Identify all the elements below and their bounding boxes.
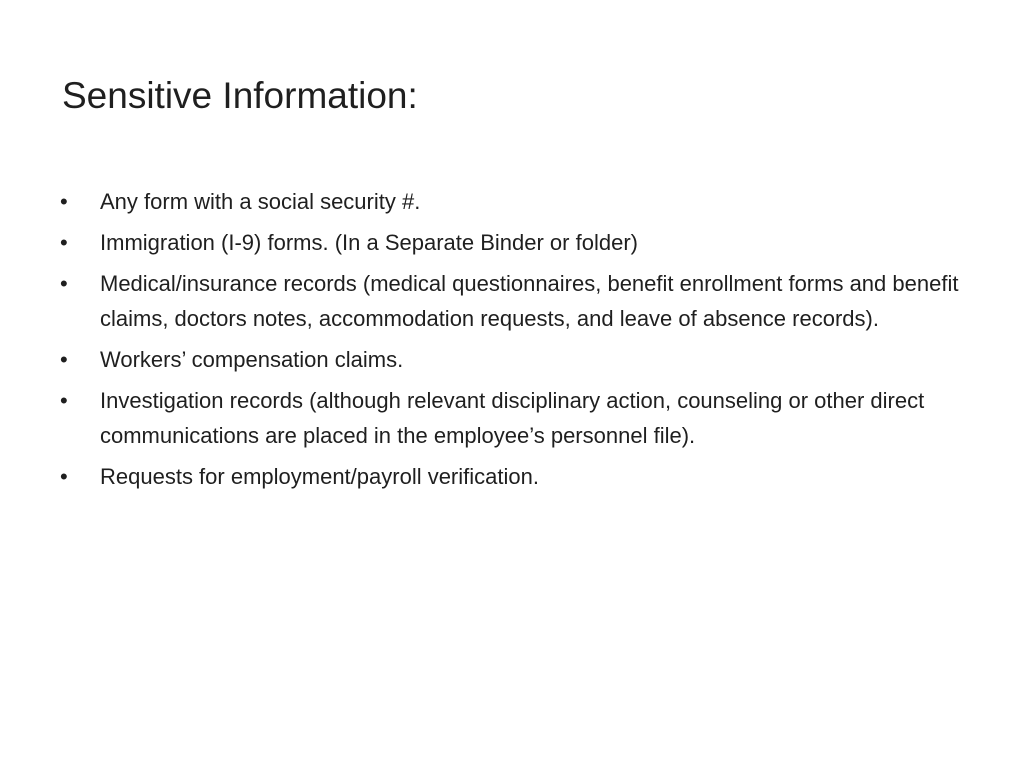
bullet-item	[60, 342, 960, 377]
slide-title: Sensitive Information:	[62, 75, 418, 116]
bullet-item	[60, 266, 960, 336]
bullet-text: Investigation records (although relevant disciplinary action, counseling or other direct communications are placed in the employee’s personnel file).	[100, 388, 925, 448]
bullet-icon: •	[60, 271, 68, 296]
bullet-item	[60, 184, 960, 219]
bullet-text: Requests for employment/payroll verification.	[100, 464, 539, 489]
bullet-item	[60, 225, 960, 260]
bullet-list	[60, 184, 960, 500]
bullet-item	[60, 383, 960, 453]
bullet-icon: •	[60, 230, 68, 255]
bullet-icon: •	[60, 388, 68, 413]
bullet-item	[60, 459, 960, 494]
bullet-icon: •	[60, 189, 68, 214]
bullet-text: Medical/insurance records (medical questionnaires, benefit enrollment forms and benefit claims, doctors notes, accommodation requests, and leave of absence records).	[100, 271, 959, 331]
bullet-text: Immigration (I-9) forms. (In a Separate Binder or folder)	[100, 230, 638, 255]
bullet-text: Workers’ compensation claims.	[100, 347, 404, 372]
bullet-icon: •	[60, 347, 68, 372]
bullet-icon: •	[60, 464, 68, 489]
bullet-text: Any form with a social security #.	[100, 189, 421, 214]
